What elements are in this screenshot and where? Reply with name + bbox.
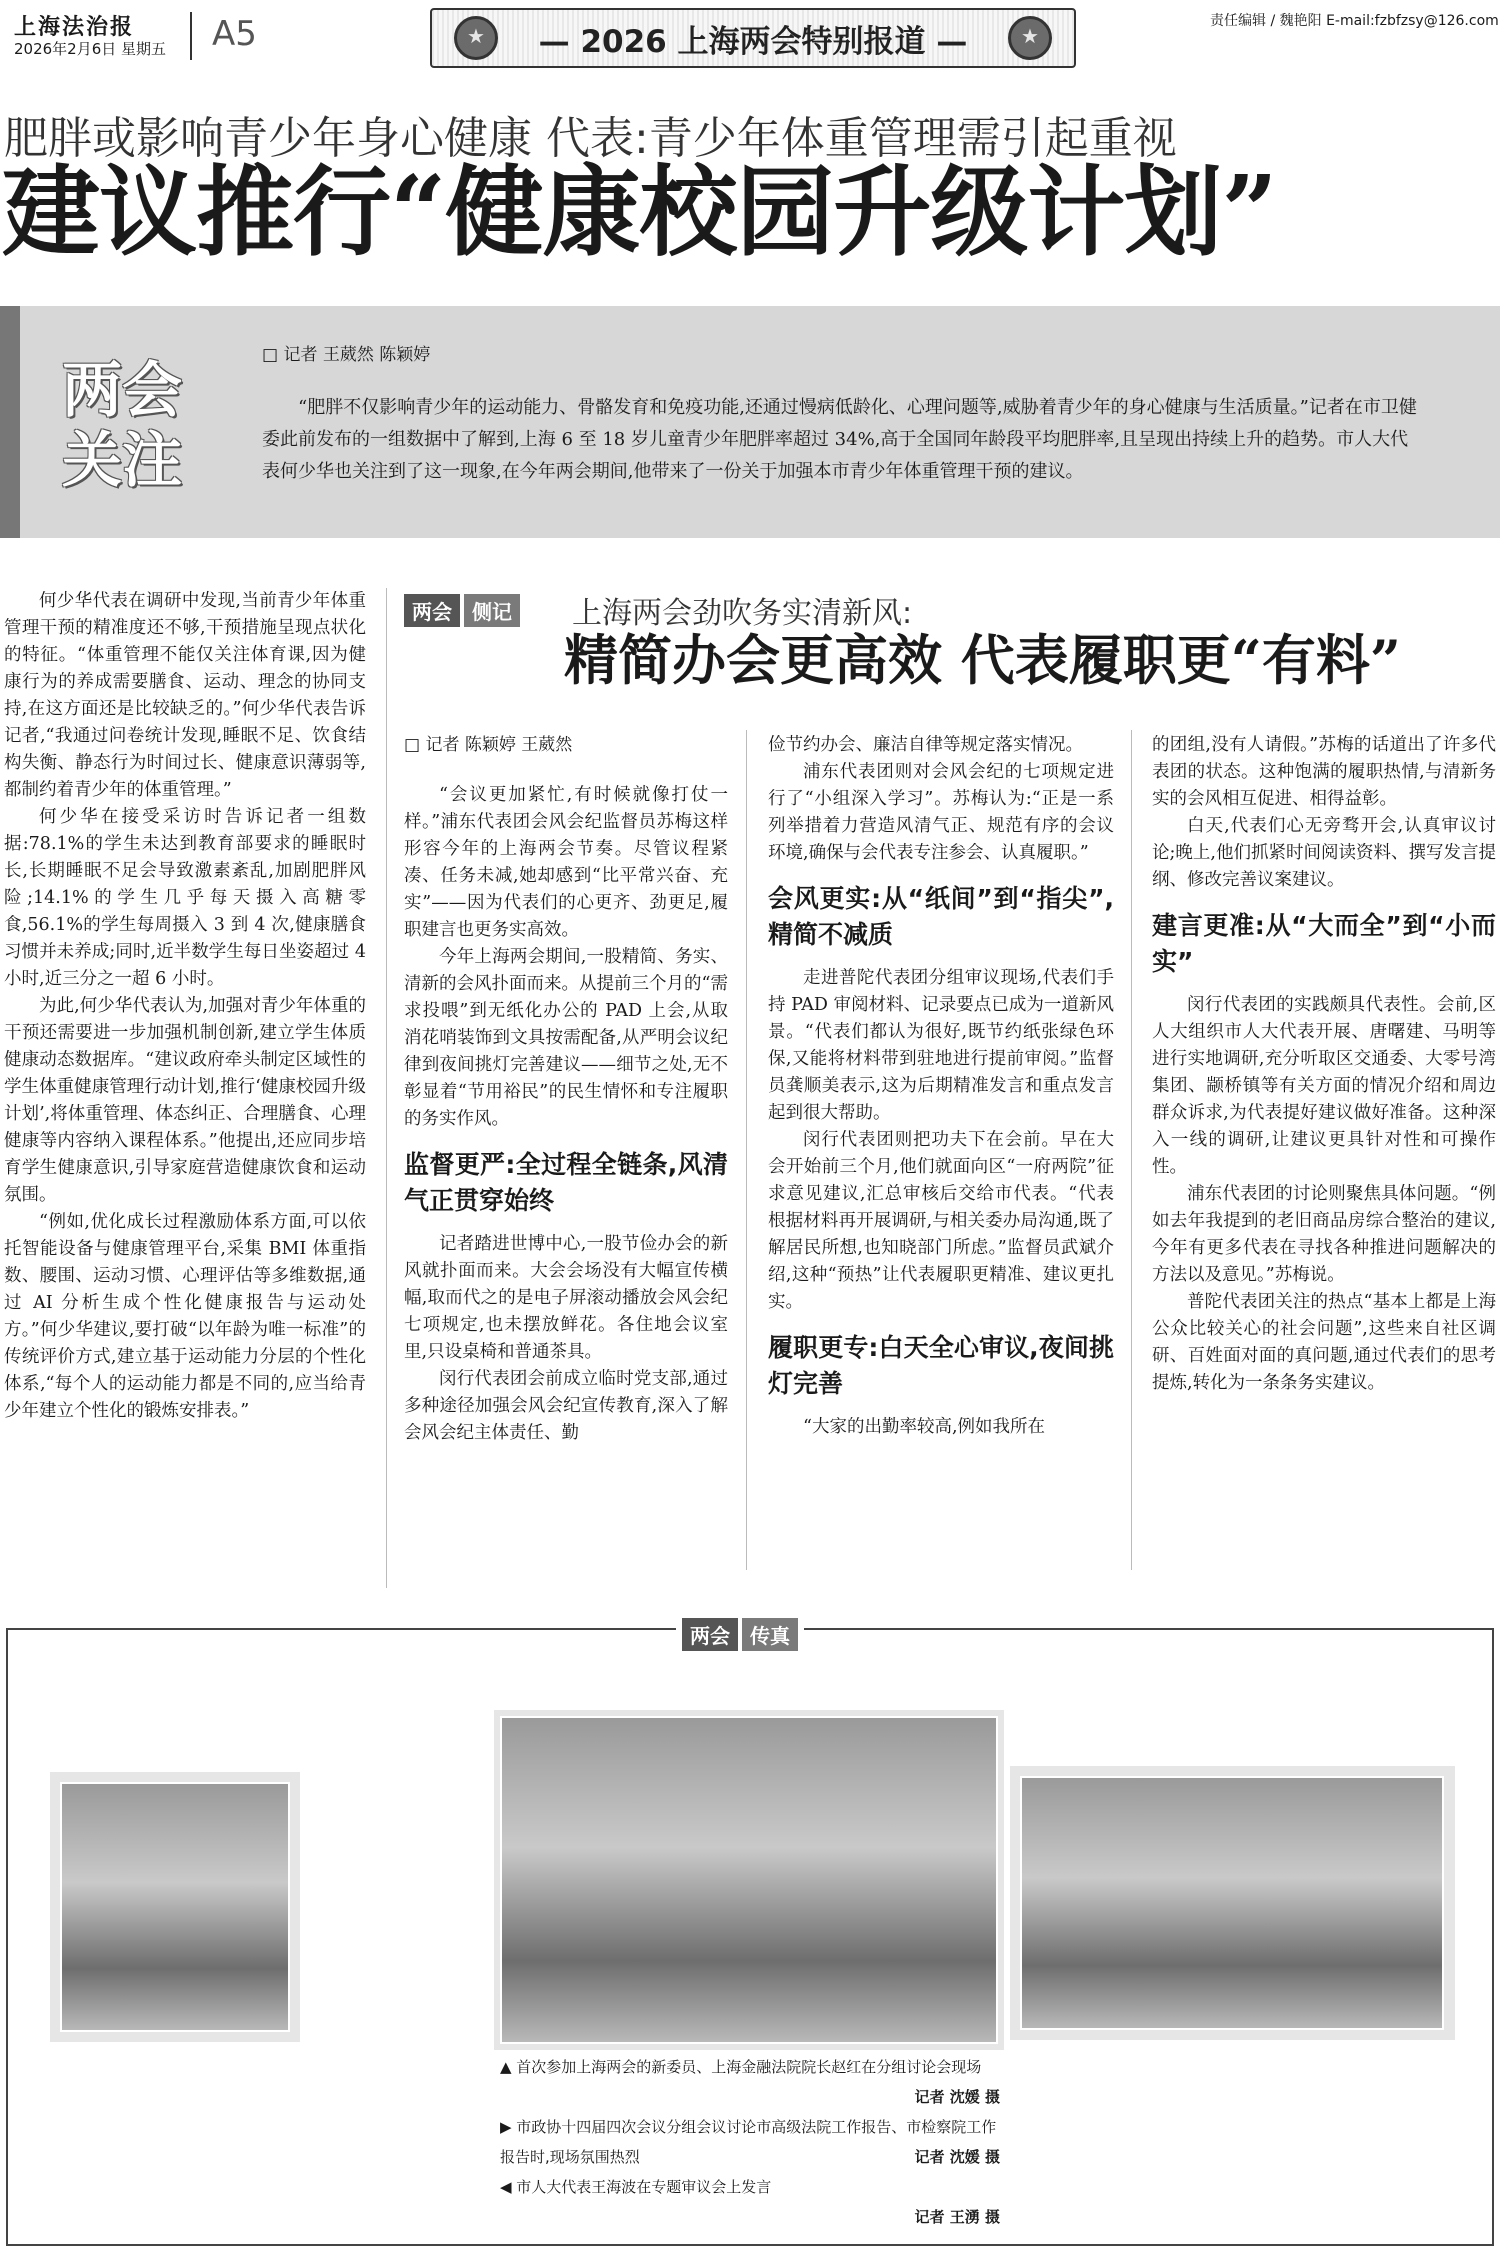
photo-discussion-left xyxy=(60,1782,290,2032)
photo-caption-1 xyxy=(500,2052,1000,2082)
photo-frame-right xyxy=(1010,1766,1455,2040)
side-story-column-1 xyxy=(404,782,728,1447)
photo-frame-center xyxy=(494,1710,1004,2050)
side-story-headline: 精简办会更高效 代表履职更“有料” xyxy=(564,628,1401,692)
lead-paragraph: 何少华代表在调研中发现,当前青少年体重管理干预的精准度还不够,干预措施呈现点状化的特征。“体重管理不能仅关注体育课,因为健康行为的养成需要膳食、运动、理念的协同支持,在这方面还是比较缺乏的。”何少华代表告诉记者,“我通过问卷统计发现,睡眠不足、饮食结构失衡、静态行为时间过长、健康意识薄弱等,都制约着青少年的体重管理。” xyxy=(4,591,366,800)
caption-text: ▲ 首次参加上海两会的新委员、上海金融法院院长赵红在分组讨论会现场 xyxy=(500,2058,982,2076)
masthead: 上海法治报 xyxy=(14,14,135,40)
side-paragraph: 浦东代表团的讨论则聚焦具体问题。“例如去年我提到的老旧商品房综合整治的建议,今年有更多代表在寻找各种推进问题解决的方法以及意见。”苏梅说。 xyxy=(1152,1184,1496,1285)
lead-paragraph: 何少华在接受采访时告诉记者一组数据:78.1%的学生未达到教育部要求的睡眠时长,长期睡眠不足会导致激素紊乱,加剧肥胖风险;14.1%的学生几乎每天摄入高糖零食,56.1%的学生每周摄入 3 到 4 次,健康膳食习惯并未养成;同时,近半数学生每日坐姿超过 4 小时,近三分之一超 6 小时。 xyxy=(4,807,366,989)
subhead: 会风更实:从“纸间”到“指尖”,精简不减质 xyxy=(768,884,1114,949)
side-story-column-2 xyxy=(768,732,1114,1441)
side-story-byline: □ 记者 陈颖婷 王葳然 xyxy=(404,735,573,755)
side-paragraph: 走进普陀代表团分组审议现场,代表们手持 PAD 审阅材料、记录要点已成为一道新风景。“代表们都认为很好,既节约纸张绿色环保,又能将材料带到驻地进行提前审阅。”监督员龚顺美表示,这为后期精准发言和重点发言起到很大帮助。 xyxy=(768,968,1114,1123)
caption-credit: 记者 王湧 摄 xyxy=(914,2208,1000,2226)
side-paragraph: 白天,代表们心无旁骛开会,认真审议讨论;晚上,他们抓紧时间阅读资料、撰写发言提纲、修改完善议案建议。 xyxy=(1152,816,1496,890)
lead-kicker: 肥胖或影响青少年身心健康 代表:青少年体重管理需引起重视 xyxy=(4,113,1177,164)
photo-credit-1 xyxy=(500,2082,1000,2112)
side-paragraph: 俭节约办会、廉洁自律等规定落实情况。 xyxy=(768,735,1083,755)
caption-credit: 记者 沈媛 摄 xyxy=(914,2088,1000,2106)
side-paragraph: “会议更加紧忙,有时候就像打仗一样。”浦东代表团会风会纪监督员苏梅这样形容今年的上海两会节奏。尽管议程紧凑、任务未减,她却感到“比平常兴奋、充实”——因为代表们的心更齐、劲更足,履职建言也更务实高效。 xyxy=(404,785,728,940)
photo-credit-3 xyxy=(500,2202,1000,2232)
lead-story-body xyxy=(4,588,366,1425)
subhead: 建言更准:从“大而全”到“小而实” xyxy=(1152,911,1496,976)
section-logo-lianghui-guanzhu: 两会关注 xyxy=(62,356,182,496)
banner-title: — 2026 上海两会特别报道 — xyxy=(538,24,968,60)
side-paragraph: 普陀代表团关注的热点“基本上都是上海公众比较关心的社会问题”,这些来自社区调研、百姓面对面的真问题,通过代表们的思考提炼,转化为一条条务实建议。 xyxy=(1152,1292,1496,1393)
lead-byline: □ 记者 王葳然 陈颖婷 xyxy=(262,345,431,365)
national-emblem-right-icon xyxy=(1008,16,1052,60)
header-divider xyxy=(190,12,192,60)
tag-lianghui: 两会 xyxy=(682,1618,738,1651)
tag-lianghui: 两会 xyxy=(404,594,460,627)
side-paragraph: 闵行代表团会前成立临时党支部,通过多种途径加强会风会纪宣传教育,深入了解会风会纪主体责任、勤 xyxy=(404,1369,728,1443)
column-divider xyxy=(746,730,747,1570)
caption-text: ▶ 市政协十四届四次会议分组会议讨论市高级法院工作报告、市检察院工作报告时,现场氛围热烈 xyxy=(500,2118,997,2166)
lead-headline: 建议推行“健康校园升级计划” xyxy=(2,155,1277,270)
national-emblem-left-icon xyxy=(454,16,498,60)
feature-accent-bar xyxy=(0,306,20,538)
editor-credit: 责任编辑 / 魏艳阳 E-mail:fzbfzsy@126.com xyxy=(1210,13,1499,29)
column-divider xyxy=(386,588,387,1588)
side-story-kicker: 上海两会劲吹务实清新风: xyxy=(572,596,913,631)
side-paragraph: 闵行代表团则把功夫下在会前。早在大会开始前三个月,他们就面向区“一府两院”征求意见建议,汇总审核后交给市代表。“代表根据材料再开展调研,与相关委办局沟通,既了解居民所想,也知晓部门所虑。”监督员武斌介绍,这种“预热”让代表履职更精准、建议更扎实。 xyxy=(768,1130,1114,1312)
side-paragraph: “大家的出勤率较高,例如我所在 xyxy=(803,1417,1046,1437)
tag-chuanzhen: 传真 xyxy=(742,1618,798,1651)
photo-frame-left xyxy=(50,1772,300,2042)
lead-intro: “肥胖不仅影响青少年的运动能力、骨骼发育和免疫功能,还通过慢病低龄化、心理问题等,威胁着青少年的身心健康与生活质量。”记者在市卫健委此前发布的一组数据中了解到,上海 6 至 18 岁儿童青少年肥胖率超过 34%,高于全国同年龄段平均肥胖率,且呈现出持续上升的趋势。市人大代表何少华也关注到了这一现象,在今年两会期间,他带来了一份关于加强本市青少年体重管理干预的建议。 xyxy=(262,397,1417,482)
side-story-tag xyxy=(404,594,520,627)
column-divider xyxy=(1131,730,1132,1570)
lead-paragraph: 为此,何少华代表认为,加强对青少年体重的干预还需要进一步加强机制创新,建立学生体质健康动态数据库。“建议政府牵头制定区域性的学生体重健康管理行动计划,推行‘健康校园升级计划’,将体重管理、体态纠正、合理膳食、心理健康等内容纳入课程体系。”他提出,还应同步培育学生健康意识,引导家庭营造健康饮食和运动氛围。 xyxy=(4,996,366,1205)
photo-meeting-right xyxy=(1020,1776,1444,2030)
page-number: A5 xyxy=(212,14,257,54)
side-paragraph: 闵行代表团的实践颇具代表性。会前,区人大组织市人大代表开展、唐曙建、马明等进行实地调研,充分听取区交通委、大零号湾集团、颛桥镇等有关方面的情况介绍和周边群众诉求,为代表提好建议做好准备。这种深入一线的调研,让建议更具针对性和可操作性。 xyxy=(1152,995,1496,1177)
side-paragraph: 的团组,没有人请假。”苏梅的话道出了许多代表团的状态。这种饱满的履职热情,与清新务实的会风相互促进、相得益彰。 xyxy=(1152,735,1496,809)
side-paragraph: 记者踏进世博中心,一股节俭办会的新风就扑面而来。大会会场没有大幅宣传横幅,取而代之的是电子屏滚动播放会风会纪七项规定,也未摆放鲜花。各住地会议室里,只设桌椅和普通茶具。 xyxy=(404,1234,728,1362)
caption-credit: 记者 沈媛 摄 xyxy=(914,2148,1000,2166)
issue-date: 2026年2月6日 星期五 xyxy=(14,40,167,58)
photo-credit-2 xyxy=(500,2142,1000,2172)
lead-paragraph: “例如,优化成长过程激励体系方面,可以依托智能设备与健康管理平台,采集 BMI 体重指数、腰围、运动习惯、心理评估等多维数据,通过 AI 分析生成个性化健康报告与运动处方。”何少华建议,要打破“以年龄为唯一标准”的传统评价方式,建立基于运动能力分层的个性化体系,“每个人的运动能力都是不同的,应当给青少年建立个性化的锻炼安排表。” xyxy=(4,1212,366,1421)
subhead: 监督更严:全过程全链条,风清气正贯穿始终 xyxy=(404,1150,728,1215)
photo-delegate-center xyxy=(500,1716,998,2044)
special-report-banner xyxy=(430,8,1076,68)
side-story-column-3 xyxy=(1152,732,1496,1397)
subhead: 履职更专:白天全心审议,夜间挑灯完善 xyxy=(768,1333,1114,1398)
tag-ceji: 侧记 xyxy=(464,594,520,627)
side-paragraph: 今年上海两会期间,一股精简、务实、清新的会风扑面而来。从提前三个月的“需求投喂”到无纸化办公的 PAD 上会,从取消花哨装饰到文具按需配备,从严明会议纪律到夜间挑灯完善建议——细节之处,无不彰显着“节用裕民”的民生情怀和专注履职的务实作风。 xyxy=(404,947,728,1129)
caption-text: ◀ 市人大代表王海波在专题审议会上发言 xyxy=(500,2178,772,2196)
photo-section-tag xyxy=(676,1618,804,1651)
side-paragraph: 浦东代表团则对会风会纪的七项规定进行了“小组深入学习”。苏梅认为:“正是一系列举措着力营造风清气正、规范有序的会议环境,确保与会代表专注参会、认真履职。” xyxy=(768,762,1114,863)
photo-caption-3 xyxy=(500,2172,1000,2202)
